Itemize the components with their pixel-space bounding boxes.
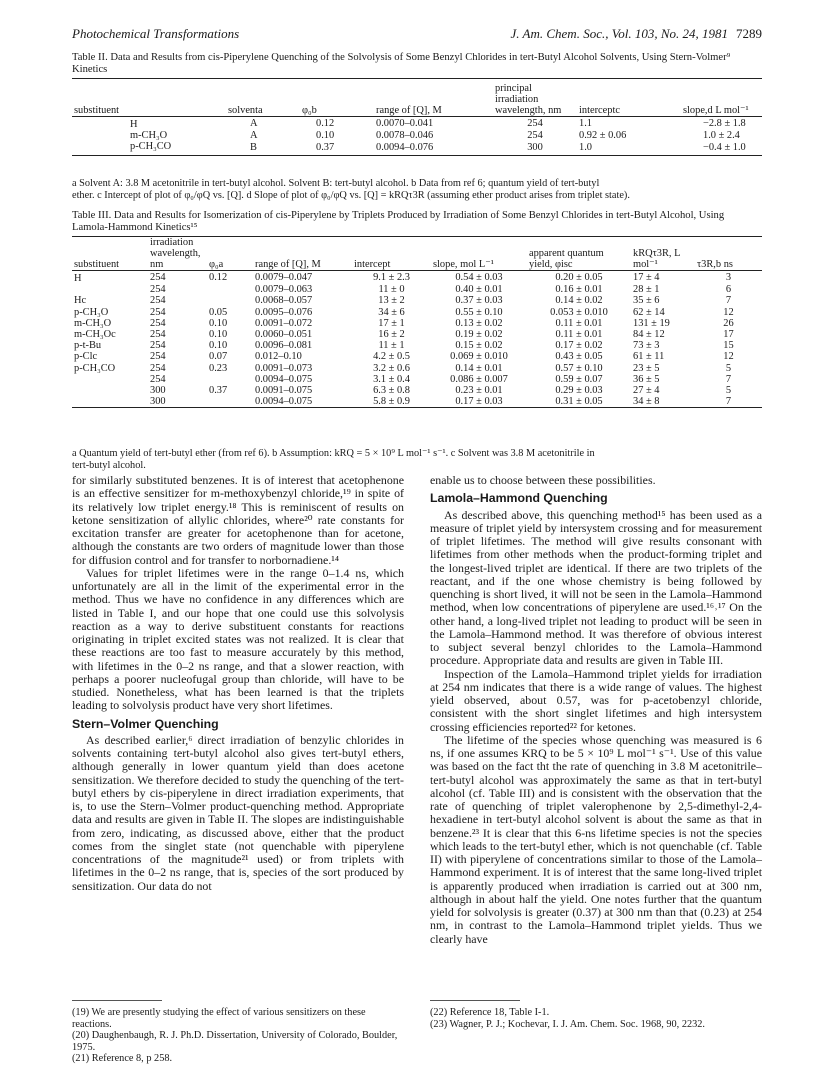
table-row: p-CH₃O 254 0.05 0.0095–0.076 34 ± 6 0.55 ± 0.10 0.053 ± 0.010 62 ± 14 12 xyxy=(74,306,734,318)
reference-item: (21) Reference 8, p 258. xyxy=(72,1053,173,1064)
table-row: 254 0.0079–0.063 11 ± 0 0.40 ± 0.01 0.16 ± 0.01 28 ± 1 6 xyxy=(150,284,732,296)
table3-col-range: range of [Q], M xyxy=(253,237,352,271)
paragraph: As described earlier,⁶ direct irradiation of benzylic chlorides in solvents containing tert-butyl alcohol also gives tert-butyl ethers, although generally in lower quantum yield than does acetone sensitization. We therefore decided to study the quenching of the tert-butyl ethers by cis-piperylene in direct irradiation experiments, that is, to use the Stern–Volmer product-quenching method. Appropriate data and results are given in Table II. The slopes are indistinguishable from zero, indicating, as discussed above, either that the product comes from the singlet state (not quenchable with piperylene concentrations of the magnitude²¹ used) or from triplets with lifetimes in the 0–2 ns range, that is, species of the sort produced by sensitization. Our data do not xyxy=(72,732,404,893)
table-row: p-t-Bu 254 0.10 0.0096–0.081 11 ± 1 0.15 ± 0.02 0.17 ± 0.02 73 ± 3 15 xyxy=(74,340,734,352)
table2-col-solvent: solventa xyxy=(226,79,300,117)
table3-col-quantum-yield: apparent quantum yield, φisc xyxy=(527,237,631,271)
table2-caption: Table II. Data and Results from cis-Piperylene Quenching of the Solvolysis of Some Benzyl Chlorides in tert-Butyl Alcohol Solvents, Using Stern-Volmer⁹ Kinetics xyxy=(72,52,731,75)
body-column-left xyxy=(72,474,404,893)
table3-caption: Table III. Data and Results for Isomerization of cis-Piperylene by Triplets Produced by Irradiation of Some Benzyl Chlorides in tert-Butyl Alcohol, Using Lamola-Hammond Kinetics¹⁵ xyxy=(72,210,725,233)
table3-col-tau: τ3R,b ns xyxy=(695,237,762,271)
section-heading: Lamola–Hammond Quenching xyxy=(430,491,608,506)
table-row: 300 0.0094–0.075 5.8 ± 0.9 0.17 ± 0.03 0.31 ± 0.05 34 ± 8 7 xyxy=(72,396,762,408)
table2 xyxy=(72,78,762,156)
table-row: m-CH₃Oc 254 0.10 0.0060–0.051 16 ± 2 0.19 ± 0.02 0.11 ± 0.01 84 ± 12 17 xyxy=(74,329,734,341)
journal-citation: J. Am. Chem. Soc., Vol. 103, No. 24, 1981 7289 xyxy=(510,26,762,41)
table3-col-wavelength: irradiation wavelength, nm xyxy=(148,237,207,271)
reference-item: (23) Wagner, P. J.; Kochevar, I. J. Am. Chem. Soc. 1968, 90, 2232. xyxy=(430,1018,705,1030)
reference-item: (22) Reference 18, Table I-1. xyxy=(430,1007,550,1018)
table2-col-intercept: interceptc xyxy=(577,79,681,117)
footnote-divider xyxy=(430,1000,520,1001)
table-row: Hc 254 0.0068–0.057 13 ± 2 0.37 ± 0.03 0.14 ± 0.02 35 ± 6 7 xyxy=(74,295,732,307)
references-right xyxy=(430,1000,762,1030)
table3-col-kq-tau: kRQτ3R, L mol⁻¹ xyxy=(631,237,695,271)
table-row: 254 0.0094–0.075 3.1 ± 0.4 0.086 ± 0.007 0.59 ± 0.07 36 ± 5 7 xyxy=(150,373,732,385)
paragraph: enable us to choose between these possibilities. xyxy=(430,473,656,487)
paragraph: As described above, this quenching method¹⁵ has been used as a measure of triplet yield by intersystem crossing and for measurement of triplet lifetimes. The method will give results consonant with lifetimes from other methods when the product-forming triplet and the longest-lived triplet are identical. If there are two triplets of the reactant, and if the one whose chemistry is being followed by quenching is short lived, it will not be seen in the Lamola–Hammond method, when low concentrations of piperylene are used.¹⁶˒¹⁷ On the other hand, a long-lived triplet not leading to product will be seen in the Lamola–Hammond method. It was therefore of obvious interest to subject several benzyl chlorides to the Lamola–Hammond procedure. Appropriate data and results are given in Table III. xyxy=(430,507,762,668)
section-heading: Stern–Volmer Quenching xyxy=(72,716,219,731)
table3-header-row xyxy=(72,237,762,271)
table-row: p-CH₃CO B 0.37 0.0094–0.076 300 1.0 −0.4 ± 1.0 xyxy=(72,141,762,155)
paragraph: Inspection of the Lamola–Hammond triplet yields for irradiation at 254 nm indicates that there is a wide range of values. The highest yield observed, about 0.57, was for p-acetobenzyl chloride, consistent with the short singlet lifetimes and high intersystem crossing efficiencies reported²² for ketones. xyxy=(430,666,762,734)
table2-col-substituent: substituent xyxy=(72,79,226,117)
table-row: m-CH₃O A 0.10 0.0078–0.046 254 0.92 ± 0.06 1.0 ± 2.4 xyxy=(130,130,740,142)
table-row: 300 0.37 0.0091–0.075 6.3 ± 0.8 0.23 ± 0.01 0.29 ± 0.03 27 ± 4 5 xyxy=(150,385,732,397)
table2-col-slope: slope,d L mol⁻¹ xyxy=(681,79,762,117)
table3 xyxy=(72,236,762,408)
table-row: H 254 0.12 0.0079–0.047 9.1 ± 2.3 0.54 ± 0.03 0.20 ± 0.05 17 ± 4 3 xyxy=(74,272,732,284)
footnote-divider xyxy=(72,1000,162,1001)
paragraph: for similarly substituted benzenes. It is of interest that acetophenone is an effective sensitizer for m-methoxybenzyl chloride,¹⁹ in spite of its relatively low triplet energy.¹⁸ This is reminiscent of results on ketone sensitization of allylic chlorides, where²⁰ rate constants for excitation transfer are greater for acetophenone than for acetone, although the constants are two orders of magnitude lower than those for diffusion control and for transfer to norbornadiene.¹⁴ xyxy=(72,473,404,567)
running-header xyxy=(72,26,762,42)
table2-col-wavelength: principal irradiation wavelength, nm xyxy=(493,79,577,117)
table3-col-intercept: intercept xyxy=(352,237,431,271)
page-number: 7289 xyxy=(736,26,762,41)
table2-footnote-1: a Solvent A: 3.8 M acetonitrile in tert-butyl alcohol. Solvent B: tert-butyl alcohol. b Data from ref 6; quantum yield of tert-butyl xyxy=(72,178,600,189)
paragraph: Values for triplet lifetimes were in the range 0–1.4 ns, which unfortunately are all in the limit of the experimental error in the method. Thus we have no confidence in any differences which are listed in Table I, and our hope that one could use this solvolysis reaction as a way to derive substituent constants for reactions originating in triplet excited states was not realized. It is clear that these reactions are too fast to measure accurately by this method, with lifetimes in the 0–2 ns range, and that a slower reaction, with perhaps a poorer nucleofugal group than chloride, will have to be studied. Nonetheless, what has been learned is that the triplets leading to solvolysis product have very short lifetimes. xyxy=(72,565,404,713)
table3-body xyxy=(72,271,762,408)
reference-item: (19) We are presently studying the effect of various sensitizers on these reactions. xyxy=(72,1007,366,1030)
table3-col-substituent: substituent xyxy=(72,237,148,271)
table3-footnote-2: tert-butyl alcohol. xyxy=(72,460,146,471)
paragraph: The lifetime of the species whose quenching was measured is 6 ns, if one assumes KRQ to be 5 × 10⁹ L mol⁻¹ s⁻¹. Use of this value was based on the fact tht the rate of quenching in 3.8 M acetonitrile–tert-butyl alcohol was approximately the same as that in tert-butyl alcohol (cf. Table III) and is consistent with the observation that the rate of quenching of triplet valerophenone by 2,5-dimethyl-2,4-hexadiene in tert-butyl alcohol solvent is about the same as that in benzene.²³ It is clear that this 6-ns lifetime species is not the species which leads to the tert-butyl ether, which is not quenchable (cf. Table II) with piperylene of concentrations similar to those of the Lamola–Hammond experiment. It is of interest that the same long-lived triplet is apparently produced when irradiation is carried out at 300 nm, although in about half the yield. One notes further that the quantum yield for solvolysis is greater (0.37) at 300 nm than that (0.23) at 254 nm, in contrast to the Lamola–Hammond triplet yields. Thus we clearly have xyxy=(430,732,762,946)
table3-footnote-1: a Quantum yield of tert-butyl ether (from ref 6). b Assumption: kRQ = 5 × 10⁹ L mol⁻¹ s⁻¹. c Solvent was 3.8 M acetonitrile in xyxy=(72,448,595,459)
table2-header-row xyxy=(72,79,762,117)
table-row: p-CH₃CO 254 0.23 0.0091–0.073 3.2 ± 0.6 0.14 ± 0.01 0.57 ± 0.10 23 ± 5 5 xyxy=(74,362,732,374)
reference-item: (20) Daughenbaugh, R. J. Ph.D. Dissertation, University of Colorado, Boulder, 1975. xyxy=(72,1030,398,1053)
table2-col-range: range of [Q], M xyxy=(374,79,493,117)
body-column-right xyxy=(430,474,762,946)
references-left xyxy=(72,1000,404,1065)
table-row: m-CH₃O 254 0.10 0.0091–0.072 17 ± 1 0.13 ± 0.02 0.11 ± 0.01 131 ± 19 26 xyxy=(74,317,734,329)
running-title: Photochemical Transformations xyxy=(72,26,240,41)
table-row: H A 0.12 0.0070–0.041 254 1.1 −2.8 ± 1.8 xyxy=(130,118,746,130)
table3-col-phi0: φ₀a xyxy=(207,237,253,271)
table3-col-slope: slope, mol L⁻¹ xyxy=(431,237,527,271)
table-row: p-Clc 254 0.07 0.012–0.10 4.2 ± 0.5 0.069 ± 0.010 0.43 ± 0.05 61 ± 11 12 xyxy=(74,351,734,363)
table2-footnote-2: ether. c Intercept of plot of φ₀/φQ vs. [Q]. d Slope of plot of φ₀/φQ vs. [Q] = kRQτ3R (assuming ether product arises from triplet state). xyxy=(72,190,630,201)
table2-col-phi0: φ₀b xyxy=(300,79,374,117)
